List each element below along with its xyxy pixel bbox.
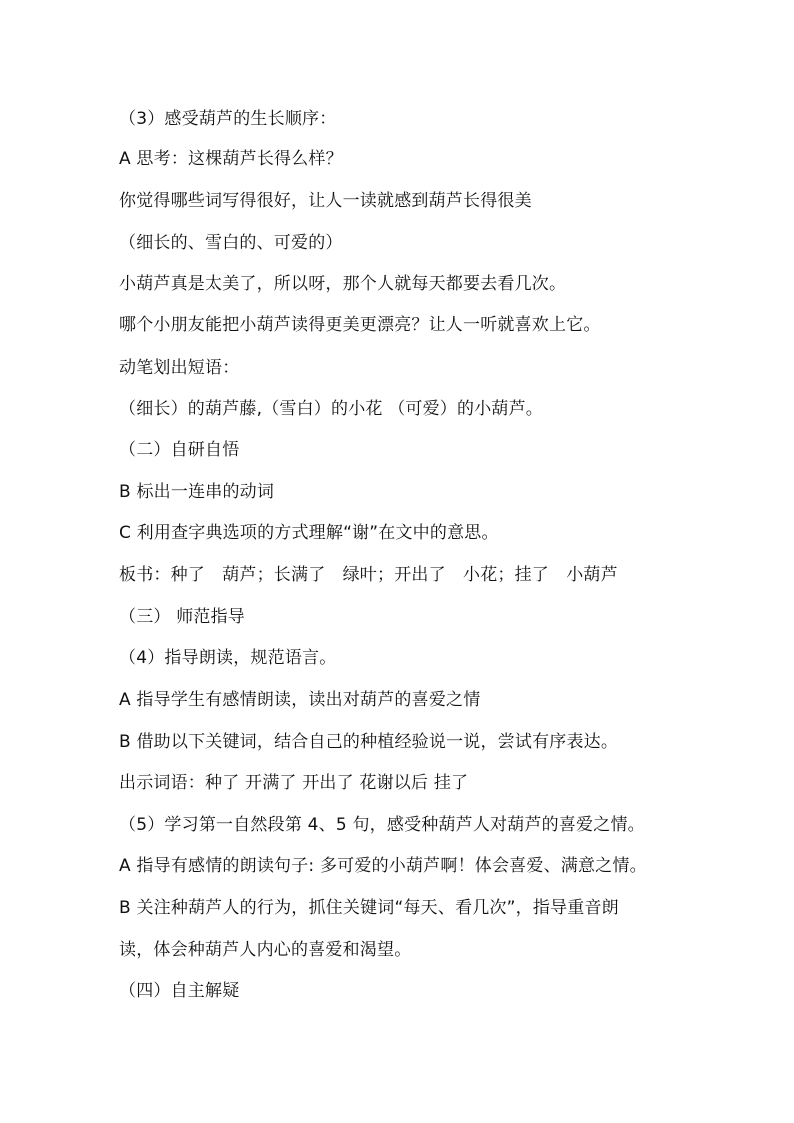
text-line: 动笔划出短语：: [119, 358, 240, 378]
text-line: （细长的、雪白的、可爱的）: [119, 233, 343, 253]
text-line: C 利用查字典选项的方式理解“谢”在文中的意思。: [119, 523, 499, 543]
text-line: （三） 师范指导: [119, 607, 246, 627]
text-line: A 指导学生有感情朗读，读出对葫芦的喜爱之情: [119, 690, 481, 710]
text-line: A 思考：这棵葫芦长得么样？: [119, 149, 343, 169]
text-line: （4）指导朗读，规范语言。: [119, 648, 337, 668]
text-line: 你觉得哪些词写得很好，让人一读就感到葫芦长得很美: [119, 191, 532, 211]
text-line: B 借助以下关键词，结合自己的种植经验说一说，尝试有序表达。: [119, 732, 619, 752]
text-line: 哪个小朋友能把小葫芦读得更美更漂亮？让人一听就喜欢上它。: [119, 315, 601, 335]
text-line: 读，体会种葫芦人内心的喜爱和渴望。: [119, 940, 412, 960]
text-line: （四）自主解疑: [119, 981, 240, 1001]
text-line: 出示词语：种了 开满了 开出了 花谢以后 挂了: [119, 773, 469, 793]
text-line: （细长）的葫芦藤,（雪白）的小花 （可爱）的小葫芦。: [119, 399, 544, 419]
text-line: 小葫芦真是太美了，所以呀，那个人就每天都要去看几次。: [119, 274, 567, 294]
text-line: （二）自研自悟: [119, 440, 240, 460]
text-line: （5）学习第一自然段第 4、5 句，感受种葫芦人对葫芦的喜爱之情。: [119, 815, 645, 835]
text-line: B 关注种葫芦人的行为，抓住关键词“每天、看几次”，指导重音朗: [119, 898, 619, 918]
text-line: （3）感受葫芦的生长顺序：: [119, 109, 337, 129]
text-line: B 标出一连串的动词: [119, 482, 275, 502]
text-line: 板书：种了 葫芦；长满了 绿叶；开出了 小花；挂了 小葫芦: [119, 565, 618, 585]
text-line: A 指导有感情的朗读句子: 多可爱的小葫芦啊！体会喜爱、满意之情。: [119, 856, 647, 876]
